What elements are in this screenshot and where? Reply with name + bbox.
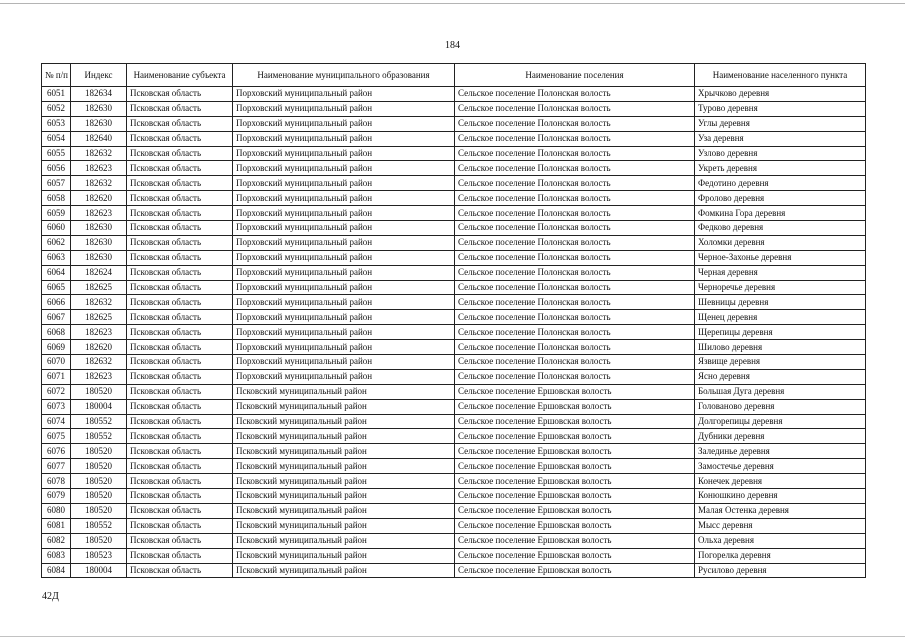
- cell-index: 182630: [71, 250, 127, 265]
- cell-num: 6059: [42, 206, 71, 221]
- cell-index: 182625: [71, 310, 127, 325]
- cell-municipality: Порховский муниципальный район: [233, 340, 455, 355]
- cell-municipality: Порховский муниципальный район: [233, 235, 455, 250]
- cell-locality: Холомки деревня: [695, 235, 866, 250]
- cell-locality: Залединье деревня: [695, 444, 866, 459]
- locality-registry-table: [41, 63, 866, 578]
- cell-settlement: Сельское поселение Полонская волость: [455, 295, 695, 310]
- table-row: [42, 474, 866, 489]
- cell-settlement: Сельское поселение Полонская волость: [455, 250, 695, 265]
- cell-settlement: Сельское поселение Полонская волость: [455, 116, 695, 131]
- cell-subject: Псковская область: [127, 161, 233, 176]
- cell-locality: Долгорепицы деревня: [695, 414, 866, 429]
- table-row: [42, 340, 866, 355]
- cell-municipality: Псковский муниципальный район: [233, 444, 455, 459]
- cell-municipality: Порховский муниципальный район: [233, 87, 455, 102]
- cell-subject: Псковская область: [127, 503, 233, 518]
- cell-settlement: Сельское поселение Ершовская волость: [455, 414, 695, 429]
- cell-settlement: Сельское поселение Полонская волость: [455, 161, 695, 176]
- cell-municipality: Порховский муниципальный район: [233, 191, 455, 206]
- cell-subject: Псковская область: [127, 355, 233, 370]
- cell-num: 6053: [42, 116, 71, 131]
- cell-num: 6076: [42, 444, 71, 459]
- cell-municipality: Псковский муниципальный район: [233, 503, 455, 518]
- cell-municipality: Псковский муниципальный район: [233, 429, 455, 444]
- table-row: [42, 563, 866, 578]
- cell-subject: Псковская область: [127, 265, 233, 280]
- cell-num: 6054: [42, 131, 71, 146]
- cell-settlement: Сельское поселение Полонская волость: [455, 310, 695, 325]
- cell-num: 6056: [42, 161, 71, 176]
- cell-index: 180520: [71, 503, 127, 518]
- table-row: [42, 176, 866, 191]
- cell-index: 180520: [71, 489, 127, 504]
- cell-index: 182623: [71, 325, 127, 340]
- cell-subject: Псковская область: [127, 414, 233, 429]
- cell-num: 6055: [42, 146, 71, 161]
- cell-subject: Псковская область: [127, 533, 233, 548]
- cell-index: 180520: [71, 459, 127, 474]
- cell-settlement: Сельское поселение Ершовская волость: [455, 474, 695, 489]
- cell-index: 182632: [71, 146, 127, 161]
- cell-municipality: Псковский муниципальный район: [233, 384, 455, 399]
- cell-num: 6084: [42, 563, 71, 578]
- cell-settlement: Сельское поселение Ершовская волость: [455, 399, 695, 414]
- cell-settlement: Сельское поселение Полонская волость: [455, 280, 695, 295]
- scan-edge-bottom: [0, 636, 905, 637]
- cell-num: 6065: [42, 280, 71, 295]
- cell-settlement: Сельское поселение Полонская волость: [455, 221, 695, 236]
- cell-num: 6060: [42, 221, 71, 236]
- cell-subject: Псковская область: [127, 191, 233, 206]
- cell-subject: Псковская область: [127, 429, 233, 444]
- cell-municipality: Порховский муниципальный район: [233, 206, 455, 221]
- cell-locality: Фролово деревня: [695, 191, 866, 206]
- table-body: [42, 87, 866, 578]
- cell-locality: Шевницы деревня: [695, 295, 866, 310]
- table-row: [42, 191, 866, 206]
- cell-settlement: Сельское поселение Ершовская волость: [455, 489, 695, 504]
- cell-municipality: Порховский муниципальный район: [233, 250, 455, 265]
- cell-locality: Федково деревня: [695, 221, 866, 236]
- cell-municipality: Порховский муниципальный район: [233, 295, 455, 310]
- cell-locality: Конюшкино деревня: [695, 489, 866, 504]
- cell-subject: Псковская область: [127, 384, 233, 399]
- cell-subject: Псковская область: [127, 101, 233, 116]
- cell-locality: Узлово деревня: [695, 146, 866, 161]
- cell-subject: Псковская область: [127, 235, 233, 250]
- cell-num: 6078: [42, 474, 71, 489]
- cell-num: 6072: [42, 384, 71, 399]
- table-row: [42, 161, 866, 176]
- cell-municipality: Порховский муниципальный район: [233, 176, 455, 191]
- table-row: [42, 280, 866, 295]
- cell-settlement: Сельское поселение Полонская волость: [455, 131, 695, 146]
- cell-municipality: Псковский муниципальный район: [233, 518, 455, 533]
- cell-num: 6077: [42, 459, 71, 474]
- cell-municipality: Порховский муниципальный район: [233, 325, 455, 340]
- cell-index: 182623: [71, 369, 127, 384]
- cell-num: 6063: [42, 250, 71, 265]
- table-row: [42, 399, 866, 414]
- cell-municipality: Порховский муниципальный район: [233, 146, 455, 161]
- cell-index: 180523: [71, 548, 127, 563]
- table-row: [42, 221, 866, 236]
- cell-index: 182640: [71, 131, 127, 146]
- cell-municipality: Порховский муниципальный район: [233, 265, 455, 280]
- cell-index: 180520: [71, 533, 127, 548]
- cell-index: 180520: [71, 384, 127, 399]
- cell-num: 6081: [42, 518, 71, 533]
- cell-index: 182620: [71, 191, 127, 206]
- header-municipality: Наименование муниципального образования: [233, 64, 455, 87]
- table-row: [42, 429, 866, 444]
- cell-settlement: Сельское поселение Полонская волость: [455, 206, 695, 221]
- cell-locality: Фомкина Гора деревня: [695, 206, 866, 221]
- cell-locality: Погорелка деревня: [695, 548, 866, 563]
- cell-municipality: Псковский муниципальный район: [233, 533, 455, 548]
- cell-settlement: Сельское поселение Полонская волость: [455, 325, 695, 340]
- cell-municipality: Псковский муниципальный район: [233, 399, 455, 414]
- cell-index: 182623: [71, 161, 127, 176]
- cell-subject: Псковская область: [127, 131, 233, 146]
- cell-num: 6073: [42, 399, 71, 414]
- cell-num: 6058: [42, 191, 71, 206]
- cell-settlement: Сельское поселение Полонская волость: [455, 176, 695, 191]
- table-row: [42, 355, 866, 370]
- table-row: [42, 414, 866, 429]
- footer-code: 42Д: [42, 591, 59, 602]
- cell-municipality: Псковский муниципальный район: [233, 548, 455, 563]
- cell-settlement: Сельское поселение Ершовская волость: [455, 459, 695, 474]
- cell-locality: Конечек деревня: [695, 474, 866, 489]
- cell-locality: Малая Остенка деревня: [695, 503, 866, 518]
- cell-settlement: Сельское поселение Ершовская волость: [455, 563, 695, 578]
- cell-index: 182630: [71, 221, 127, 236]
- cell-index: 180004: [71, 563, 127, 578]
- cell-num: 6075: [42, 429, 71, 444]
- cell-subject: Псковская область: [127, 563, 233, 578]
- cell-index: 182632: [71, 295, 127, 310]
- cell-num: 6070: [42, 355, 71, 370]
- cell-settlement: Сельское поселение Полонская волость: [455, 340, 695, 355]
- table-row: [42, 459, 866, 474]
- cell-locality: Замостечье деревня: [695, 459, 866, 474]
- cell-index: 182634: [71, 87, 127, 102]
- cell-num: 6066: [42, 295, 71, 310]
- table-row: [42, 444, 866, 459]
- cell-subject: Псковская область: [127, 444, 233, 459]
- header-index: Индекс: [71, 64, 127, 87]
- cell-municipality: Псковский муниципальный район: [233, 563, 455, 578]
- cell-num: 6052: [42, 101, 71, 116]
- cell-locality: Федотино деревня: [695, 176, 866, 191]
- cell-locality: Уза деревня: [695, 131, 866, 146]
- cell-municipality: Порховский муниципальный район: [233, 131, 455, 146]
- table-row: [42, 131, 866, 146]
- cell-locality: Турово деревня: [695, 101, 866, 116]
- table-row: [42, 265, 866, 280]
- header-num: № п/п: [42, 64, 71, 87]
- cell-index: 182632: [71, 355, 127, 370]
- cell-locality: Ясно деревня: [695, 369, 866, 384]
- cell-locality: Черное-Захонье деревня: [695, 250, 866, 265]
- cell-subject: Псковская область: [127, 474, 233, 489]
- cell-subject: Псковская область: [127, 518, 233, 533]
- cell-subject: Псковская область: [127, 206, 233, 221]
- cell-locality: Черная деревня: [695, 265, 866, 280]
- cell-subject: Псковская область: [127, 369, 233, 384]
- cell-locality: Укреть деревня: [695, 161, 866, 176]
- cell-municipality: Порховский муниципальный район: [233, 310, 455, 325]
- table-row: [42, 206, 866, 221]
- table-row: [42, 533, 866, 548]
- cell-municipality: Порховский муниципальный район: [233, 280, 455, 295]
- cell-locality: Русилово деревня: [695, 563, 866, 578]
- cell-index: 180004: [71, 399, 127, 414]
- table-row: [42, 295, 866, 310]
- cell-locality: Щерепицы деревня: [695, 325, 866, 340]
- table-row: [42, 548, 866, 563]
- cell-num: 6068: [42, 325, 71, 340]
- cell-settlement: Сельское поселение Полонская волость: [455, 191, 695, 206]
- cell-locality: Большая Дуга деревня: [695, 384, 866, 399]
- cell-index: 182625: [71, 280, 127, 295]
- cell-municipality: Псковский муниципальный район: [233, 474, 455, 489]
- cell-locality: Шилово деревня: [695, 340, 866, 355]
- cell-index: 182632: [71, 176, 127, 191]
- table-row: [42, 384, 866, 399]
- cell-index: 182620: [71, 340, 127, 355]
- cell-locality: Дубники деревня: [695, 429, 866, 444]
- cell-subject: Псковская область: [127, 87, 233, 102]
- cell-subject: Псковская область: [127, 310, 233, 325]
- cell-index: 180552: [71, 518, 127, 533]
- cell-subject: Псковская область: [127, 340, 233, 355]
- cell-settlement: Сельское поселение Полонская волость: [455, 87, 695, 102]
- cell-num: 6071: [42, 369, 71, 384]
- header-settlement: Наименование поселения: [455, 64, 695, 87]
- cell-subject: Псковская область: [127, 146, 233, 161]
- cell-municipality: Псковский муниципальный район: [233, 459, 455, 474]
- table-row: [42, 518, 866, 533]
- header-subject: Наименование субъекта: [127, 64, 233, 87]
- cell-municipality: Порховский муниципальный район: [233, 369, 455, 384]
- cell-index: 180552: [71, 414, 127, 429]
- table-row: [42, 503, 866, 518]
- cell-settlement: Сельское поселение Ершовская волость: [455, 429, 695, 444]
- header-locality: Наименование населенного пункта: [695, 64, 866, 87]
- table-row: [42, 369, 866, 384]
- cell-locality: Язвище деревня: [695, 355, 866, 370]
- cell-settlement: Сельское поселение Полонская волость: [455, 355, 695, 370]
- cell-subject: Псковская область: [127, 250, 233, 265]
- cell-settlement: Сельское поселение Полонская волость: [455, 265, 695, 280]
- cell-num: 6083: [42, 548, 71, 563]
- cell-locality: Щенец деревня: [695, 310, 866, 325]
- cell-index: 180552: [71, 429, 127, 444]
- cell-num: 6074: [42, 414, 71, 429]
- cell-municipality: Псковский муниципальный район: [233, 414, 455, 429]
- table-row: [42, 235, 866, 250]
- cell-subject: Псковская область: [127, 280, 233, 295]
- table-row: [42, 146, 866, 161]
- cell-num: 6082: [42, 533, 71, 548]
- scan-edge-top: [0, 3, 905, 4]
- cell-index: 180520: [71, 444, 127, 459]
- cell-municipality: Псковский муниципальный район: [233, 489, 455, 504]
- cell-num: 6064: [42, 265, 71, 280]
- cell-municipality: Порховский муниципальный район: [233, 116, 455, 131]
- cell-locality: Черноречье деревня: [695, 280, 866, 295]
- cell-subject: Псковская область: [127, 221, 233, 236]
- cell-num: 6062: [42, 235, 71, 250]
- table-header-row: [42, 64, 866, 87]
- cell-num: 6051: [42, 87, 71, 102]
- table-row: [42, 250, 866, 265]
- cell-num: 6069: [42, 340, 71, 355]
- table-row: [42, 489, 866, 504]
- cell-locality: Ольха деревня: [695, 533, 866, 548]
- page-number: 184: [445, 40, 460, 51]
- table-row: [42, 310, 866, 325]
- cell-index: 182623: [71, 206, 127, 221]
- cell-index: 182630: [71, 101, 127, 116]
- cell-index: 182630: [71, 116, 127, 131]
- cell-subject: Псковская область: [127, 459, 233, 474]
- cell-index: 182624: [71, 265, 127, 280]
- cell-locality: Углы деревня: [695, 116, 866, 131]
- cell-municipality: Порховский муниципальный район: [233, 355, 455, 370]
- cell-num: 6080: [42, 503, 71, 518]
- cell-settlement: Сельское поселение Ершовская волость: [455, 503, 695, 518]
- cell-settlement: Сельское поселение Ершовская волость: [455, 384, 695, 399]
- table-row: [42, 101, 866, 116]
- cell-settlement: Сельское поселение Полонская волость: [455, 101, 695, 116]
- cell-settlement: Сельское поселение Ершовская волость: [455, 518, 695, 533]
- cell-subject: Псковская область: [127, 176, 233, 191]
- cell-subject: Псковская область: [127, 399, 233, 414]
- cell-settlement: Сельское поселение Ершовская волость: [455, 444, 695, 459]
- table-row: [42, 325, 866, 340]
- cell-locality: Мысс деревня: [695, 518, 866, 533]
- table-row: [42, 87, 866, 102]
- cell-settlement: Сельское поселение Ершовская волость: [455, 548, 695, 563]
- cell-municipality: Порховский муниципальный район: [233, 101, 455, 116]
- cell-municipality: Порховский муниципальный район: [233, 221, 455, 236]
- cell-num: 6057: [42, 176, 71, 191]
- cell-subject: Псковская область: [127, 325, 233, 340]
- cell-settlement: Сельское поселение Полонская волость: [455, 235, 695, 250]
- cell-subject: Псковская область: [127, 489, 233, 504]
- cell-subject: Псковская область: [127, 295, 233, 310]
- cell-num: 6067: [42, 310, 71, 325]
- cell-locality: Хрычково деревня: [695, 87, 866, 102]
- cell-settlement: Сельское поселение Полонская волость: [455, 146, 695, 161]
- cell-subject: Псковская область: [127, 116, 233, 131]
- cell-locality: Голованово деревня: [695, 399, 866, 414]
- cell-index: 182630: [71, 235, 127, 250]
- table-row: [42, 116, 866, 131]
- cell-num: 6079: [42, 489, 71, 504]
- cell-municipality: Порховский муниципальный район: [233, 161, 455, 176]
- cell-subject: Псковская область: [127, 548, 233, 563]
- cell-settlement: Сельское поселение Полонская волость: [455, 369, 695, 384]
- cell-index: 180520: [71, 474, 127, 489]
- cell-settlement: Сельское поселение Ершовская волость: [455, 533, 695, 548]
